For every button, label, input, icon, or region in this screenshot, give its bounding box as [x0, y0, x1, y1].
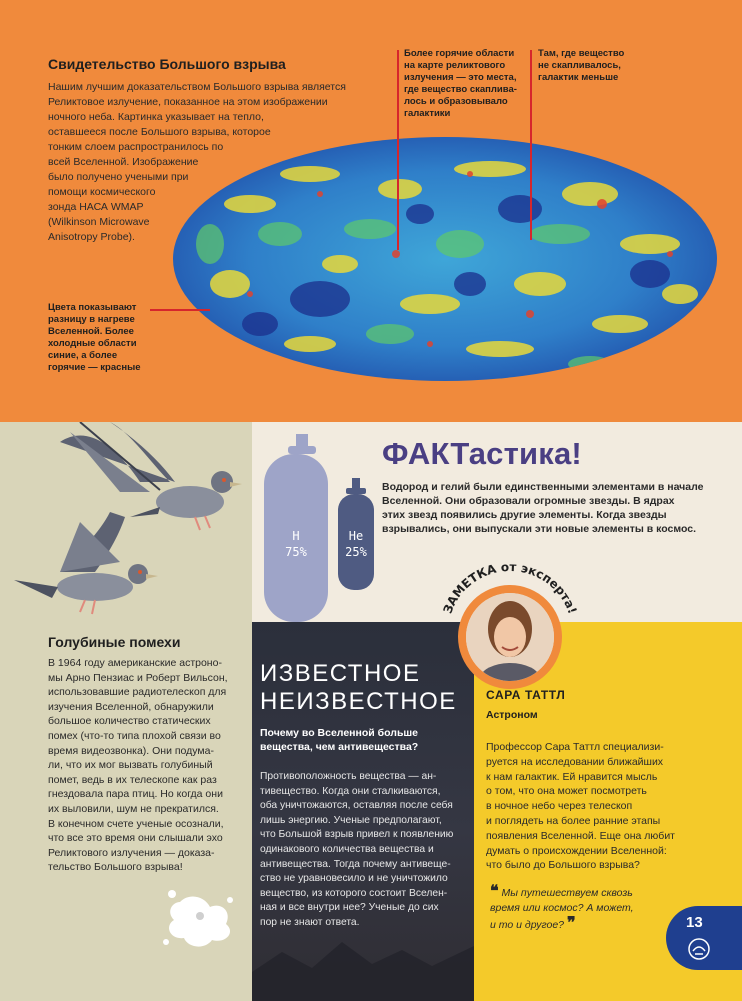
expert-role: Астроном — [486, 709, 538, 721]
pigeons-section — [0, 422, 252, 1001]
fact-title: ФАКТастика! — [382, 436, 582, 471]
note-cold-regions: Там, где вещество не скапливалось, галактик меньше — [538, 48, 625, 83]
known-unknown-body: Противоположность вещества — ан- тивещество. Когда они сталкиваются, оба уничтожаются, оставляя после себя лишь энергию. Ученые предполагают, что Большой взрыв привел к появлению одинакового количества вещества и антивещества. Тогда почему антивеще- ство не уравновесило и не уничтожило вещество, из которого состоит Вселен- ная и все внутри нее? Ученые до сих пор не знают ответа. — [260, 771, 454, 928]
fact-body: Водород и гелий были единственными элементами в начале Вселенной. Они образовали огромные звезды. В ядрах этих звезд появились другие элементы. Когда звезды взрывались, они выпускали эти новые элементы в космос. — [382, 481, 704, 535]
hydrogen-percent: 75% — [285, 545, 307, 559]
pigeons-illustration — [0, 422, 252, 622]
pigeons-title: Голубиные помехи — [48, 634, 181, 650]
helium-percent: 25% — [345, 545, 367, 559]
bird-dropping-splat-icon — [160, 882, 240, 952]
hydrogen-tank-icon — [264, 434, 328, 622]
cmb-sky-map — [170, 134, 720, 384]
quote-close-icon: ❞ — [566, 915, 576, 932]
pigeons-body: В 1964 году американские астроно- мы Арно Пензиас и Роберт Вильсон, использовавшие радиотелескоп для изучения Вселенной, обнаружили большое количество статических помех (что-то типа плохой связи во время видеозвонка). Они подума- ли, что их мог вызвать голубиный помет, ведь в их телескопе как раз гнездовала пара птиц. Но когда они их выловили, шум не прекратился. В конечном счете ученые осознали, что все это время они слышали эхо Реликтового излучения — доказа- тельство Большого взрыва! — [48, 657, 228, 874]
hydrogen-label: H — [292, 529, 300, 543]
cmb-title: Свидетельство Большого взрыва — [48, 56, 286, 72]
cmb-section — [0, 0, 742, 422]
expert-badge — [430, 555, 590, 695]
pigeon-lower-icon — [14, 512, 158, 614]
expert-name: САРА ТАТТЛ — [486, 688, 566, 702]
pigeon-upper-icon — [60, 422, 242, 530]
page-number: 13 — [686, 914, 703, 931]
mountains-silhouette — [252, 922, 474, 1001]
gas-tanks-illustration — [260, 434, 380, 634]
publisher-logo-icon — [688, 938, 710, 960]
note-colors: Цвета показывают разницу в нагреве Вселенной. Более холодные области синие, а более горячие — красные — [48, 302, 141, 373]
page-number-badge — [666, 906, 742, 970]
expert-quote: ❝ Мы путешествуем сквозь время или космос? А может, и то и другое? ❞ — [490, 883, 634, 932]
pointer-cold-vertical — [530, 50, 532, 240]
expert-body: Профессор Сара Таттл специализи- руется на исследовании ближайших к нам галактик. Ей нравится мысль о том, что она может посмотреть в ночное небо через телескоп и поглядеть на более ранние этапы появления Вселенной. Еще она любит думать о происхождении Вселенной: что было до Большого взрыва? — [486, 741, 675, 872]
pointer-hot-vertical — [397, 50, 399, 250]
cmb-body: Нашим лучшим доказательством Большого взрыва является Реликтовое излучение, показанное на этом изображении ночного неба. Картинка указывает на тепло, оставшееся после Большого взрыва, которое тонким слоем распространилось по всей Вселенной. Изображение было получено учеными при помощи космического зонда НАСА WMAP (Wilkinson Microwave Anisotropy Probe). — [48, 81, 346, 243]
known-unknown-title: ИЗВЕСТНОЕ НЕИЗВЕСТНОЕ — [260, 660, 457, 715]
known-unknown-question: Почему во Вселенной больше вещества, чем антивещества? — [260, 727, 419, 753]
helium-label: He — [348, 529, 364, 543]
expert-badge-text: ЗАМЕТКА от эксперта! — [440, 559, 580, 616]
note-hot-regions: Более горячие области на карте реликтового излучения — это места, где вещество скаплива- лось и образовывало галактики — [404, 48, 517, 119]
quote-open-icon: ❝ — [490, 883, 499, 900]
